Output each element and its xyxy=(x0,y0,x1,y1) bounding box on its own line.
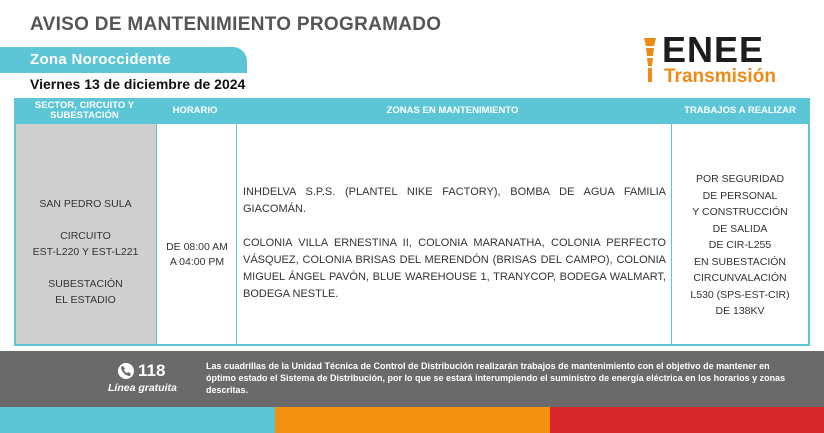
maintenance-date: Viernes 13 de diciembre de 2024 xyxy=(30,76,246,92)
hotline[interactable] xyxy=(118,361,178,381)
color-bar-cyan xyxy=(0,407,275,433)
maintenance-table xyxy=(14,98,810,346)
sector-city: SAN PEDRO SULA xyxy=(39,198,132,210)
subestacion-label: SUBESTACIÓN xyxy=(48,278,123,290)
trabajos-cell xyxy=(672,124,808,344)
zone-label: Zona Noroccidente xyxy=(30,51,171,68)
zonas-paragraph-2: COLONIA VILLA ERNESTINA II, COLONIA MARANATHA, COLONIA PERFECTO VÁSQUEZ, COLONIA BRISAS DEL MERENDÓN (BRISAS DEL CAMPO), COLONIA MIGUEL ÁNGEL PAVÓN, BLUE WAREHOUSE 1, TRANYCOP, BODEGA WALMART, BODEGA NESTLE. xyxy=(243,237,666,300)
sector-cell xyxy=(16,124,157,344)
trabajos-line: DE CIR-L255 xyxy=(708,239,772,251)
header-sector: SECTOR, CIRCUITO Y SUBESTACIÓN xyxy=(34,100,135,121)
trabajos-line: DE SALIDA xyxy=(712,222,768,235)
color-bar-red xyxy=(550,407,824,433)
tower-icon xyxy=(640,36,660,84)
logo-transmision-text: Transmisión xyxy=(664,66,776,87)
header-trabajos: TRABAJOS A REALIZAR xyxy=(684,105,796,116)
trabajos-line: L530 (SPS-EST-CIR) xyxy=(690,288,790,301)
trabajos-line: Y CONSTRUCCIÓN xyxy=(692,206,788,218)
subestacion-value: EL ESTADIO xyxy=(55,294,116,306)
page-title: AVISO DE MANTENIMIENTO PROGRAMADO xyxy=(30,14,442,35)
table-header xyxy=(14,98,810,124)
enee-logo xyxy=(640,29,810,90)
trabajos-line: DE 138KV xyxy=(715,305,765,317)
zonas-paragraph-1: INHDELVA S.P.S. (PLANTEL NIKE FACTORY), BOMBA DE AGUA FAMILIA GIACOMÁN. xyxy=(243,186,666,215)
trabajos-line: POR SEGURIDAD xyxy=(695,173,785,185)
color-bar-orange xyxy=(275,407,550,433)
hotline-label: Línea gratuita xyxy=(108,382,177,394)
header-zonas: ZONAS EN MANTENIMIENTO xyxy=(386,105,519,116)
circuito-value: EST-L220 Y EST-L221 xyxy=(32,246,139,258)
footer xyxy=(0,351,824,407)
zone-tab xyxy=(0,47,247,73)
horario-end: A 04:00 PM xyxy=(169,256,225,268)
trabajos-line: EN SUBESTACIÓN xyxy=(694,255,786,268)
horario-cell xyxy=(157,124,237,344)
trabajos-line: DE PERSONAL xyxy=(702,189,778,202)
circuito-label: CIRCUITO xyxy=(60,230,111,242)
zonas-cell xyxy=(237,124,672,344)
phone-icon xyxy=(118,363,134,379)
footer-notice: Las cuadrillas de la Unidad Técnica de Control de Distribución realizarán trabajos de mantenimiento con el objetivo de mantener en óptimo estado el Sistema de Distribución, por lo que se estará interumpiendo el suministro de energía eléctrica en los horarios y zonas descritas. xyxy=(206,361,786,395)
table-row xyxy=(14,124,810,346)
horario-start: DE 08:00 AM xyxy=(166,241,228,253)
header-horario: HORARIO xyxy=(172,105,218,116)
hotline-number: 118 xyxy=(138,361,166,380)
logo-enee-text: ENEE xyxy=(662,29,765,70)
trabajos-line: CIRCUNVALACIÓN xyxy=(693,272,787,284)
